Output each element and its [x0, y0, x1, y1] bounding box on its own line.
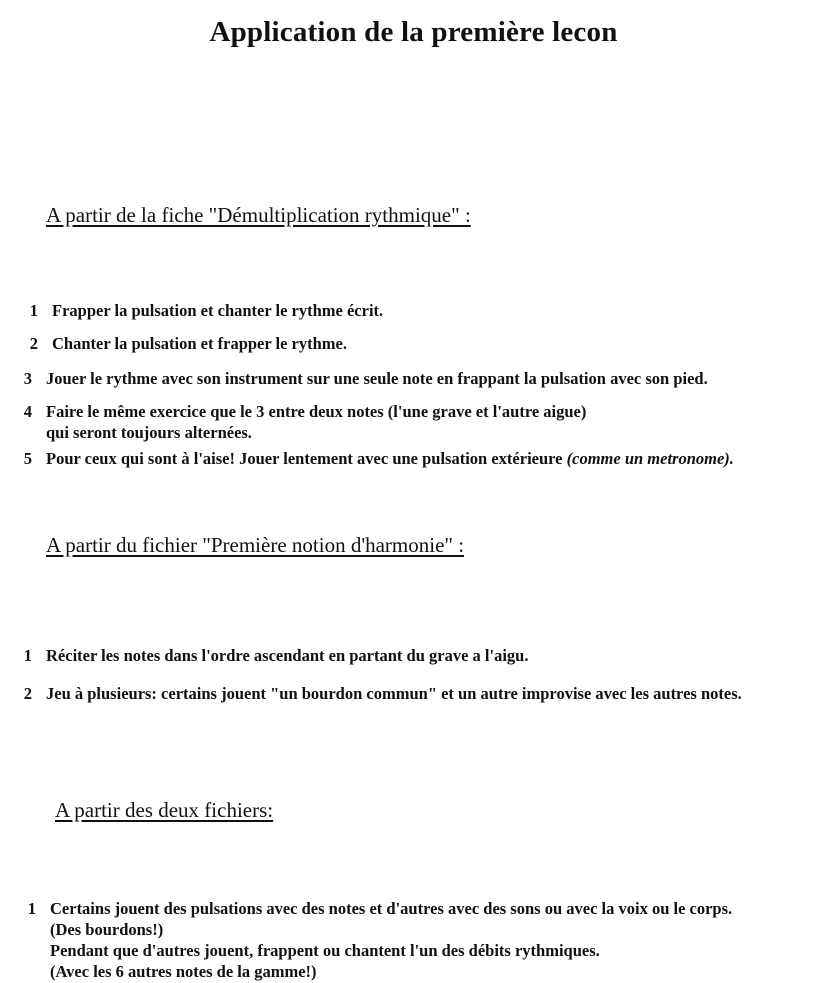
list-item-number: 2: [23, 684, 32, 703]
list-item-text-continued: qui seront toujours alternées.: [46, 423, 252, 443]
list-item-number: 5: [23, 449, 32, 468]
list-item-number: 1: [27, 899, 36, 918]
list-item-number: 3: [23, 369, 32, 388]
section-heading-3-text: A partir des deux fichiers:: [55, 798, 274, 822]
section-heading-2: [46, 533, 464, 558]
section-heading-3: [55, 798, 273, 823]
list-item-text-italic: (comme un metronome).: [566, 449, 734, 468]
list-item-text: Faire le même exercice que le 3 entre deux notes (l'une grave et l'autre aigue): [46, 402, 587, 421]
list-item-text-italic: (Des bourdons!): [50, 920, 164, 940]
section-heading-2-text: A partir du fichier "Première notion d'harmonie" :: [46, 533, 465, 557]
list-item-number: 4: [23, 402, 32, 421]
list-item-text-continued: Pendant que d'autres jouent, frappent ou chantent l'un des débits rythmiques.: [50, 941, 600, 961]
list-item: [22, 333, 347, 354]
list-item-text: Certains jouent des pulsations avec des notes et d'autres avec des sons ou avec la voix ou le corps.: [50, 899, 733, 918]
list-item-text: Réciter les notes dans l'ordre ascendant en partant du grave a l'aigu.: [46, 646, 529, 665]
list-item-number: 1: [29, 301, 38, 320]
list-item-text-main: Pour ceux qui sont à l'aise! Jouer lentement avec une pulsation extérieure: [46, 449, 567, 468]
list-item-text: Chanter la pulsation et frapper le rythme.: [52, 334, 347, 353]
list-item: [20, 898, 732, 982]
list-item-text: Frapper la pulsation et chanter le rythme écrit.: [52, 301, 384, 320]
list-item: [16, 401, 586, 443]
list-item: [16, 368, 708, 389]
list-item-text: Jouer le rythme avec son instrument sur une seule note en frappant la pulsation avec son pied.: [46, 369, 708, 388]
list-item-number: 1: [23, 646, 32, 665]
list-item-text: Jeu à plusieurs: certains jouent "un bourdon commun" et un autre improvise avec les autres notes.: [46, 684, 742, 703]
page-title: Application de la première lecon: [209, 16, 618, 48]
list-item-text-italic-2: (Avec les 6 autres notes de la gamme!): [50, 962, 317, 982]
list-item: [16, 448, 734, 469]
list-item: [16, 645, 528, 666]
list-item: [16, 683, 742, 704]
section-heading-1: [46, 203, 471, 228]
list-item-number: 2: [29, 334, 38, 353]
list-item-text: [46, 448, 734, 469]
section-heading-1-text: A partir de la fiche "Démultiplication rythmique" :: [46, 203, 471, 227]
list-item: [22, 300, 383, 321]
